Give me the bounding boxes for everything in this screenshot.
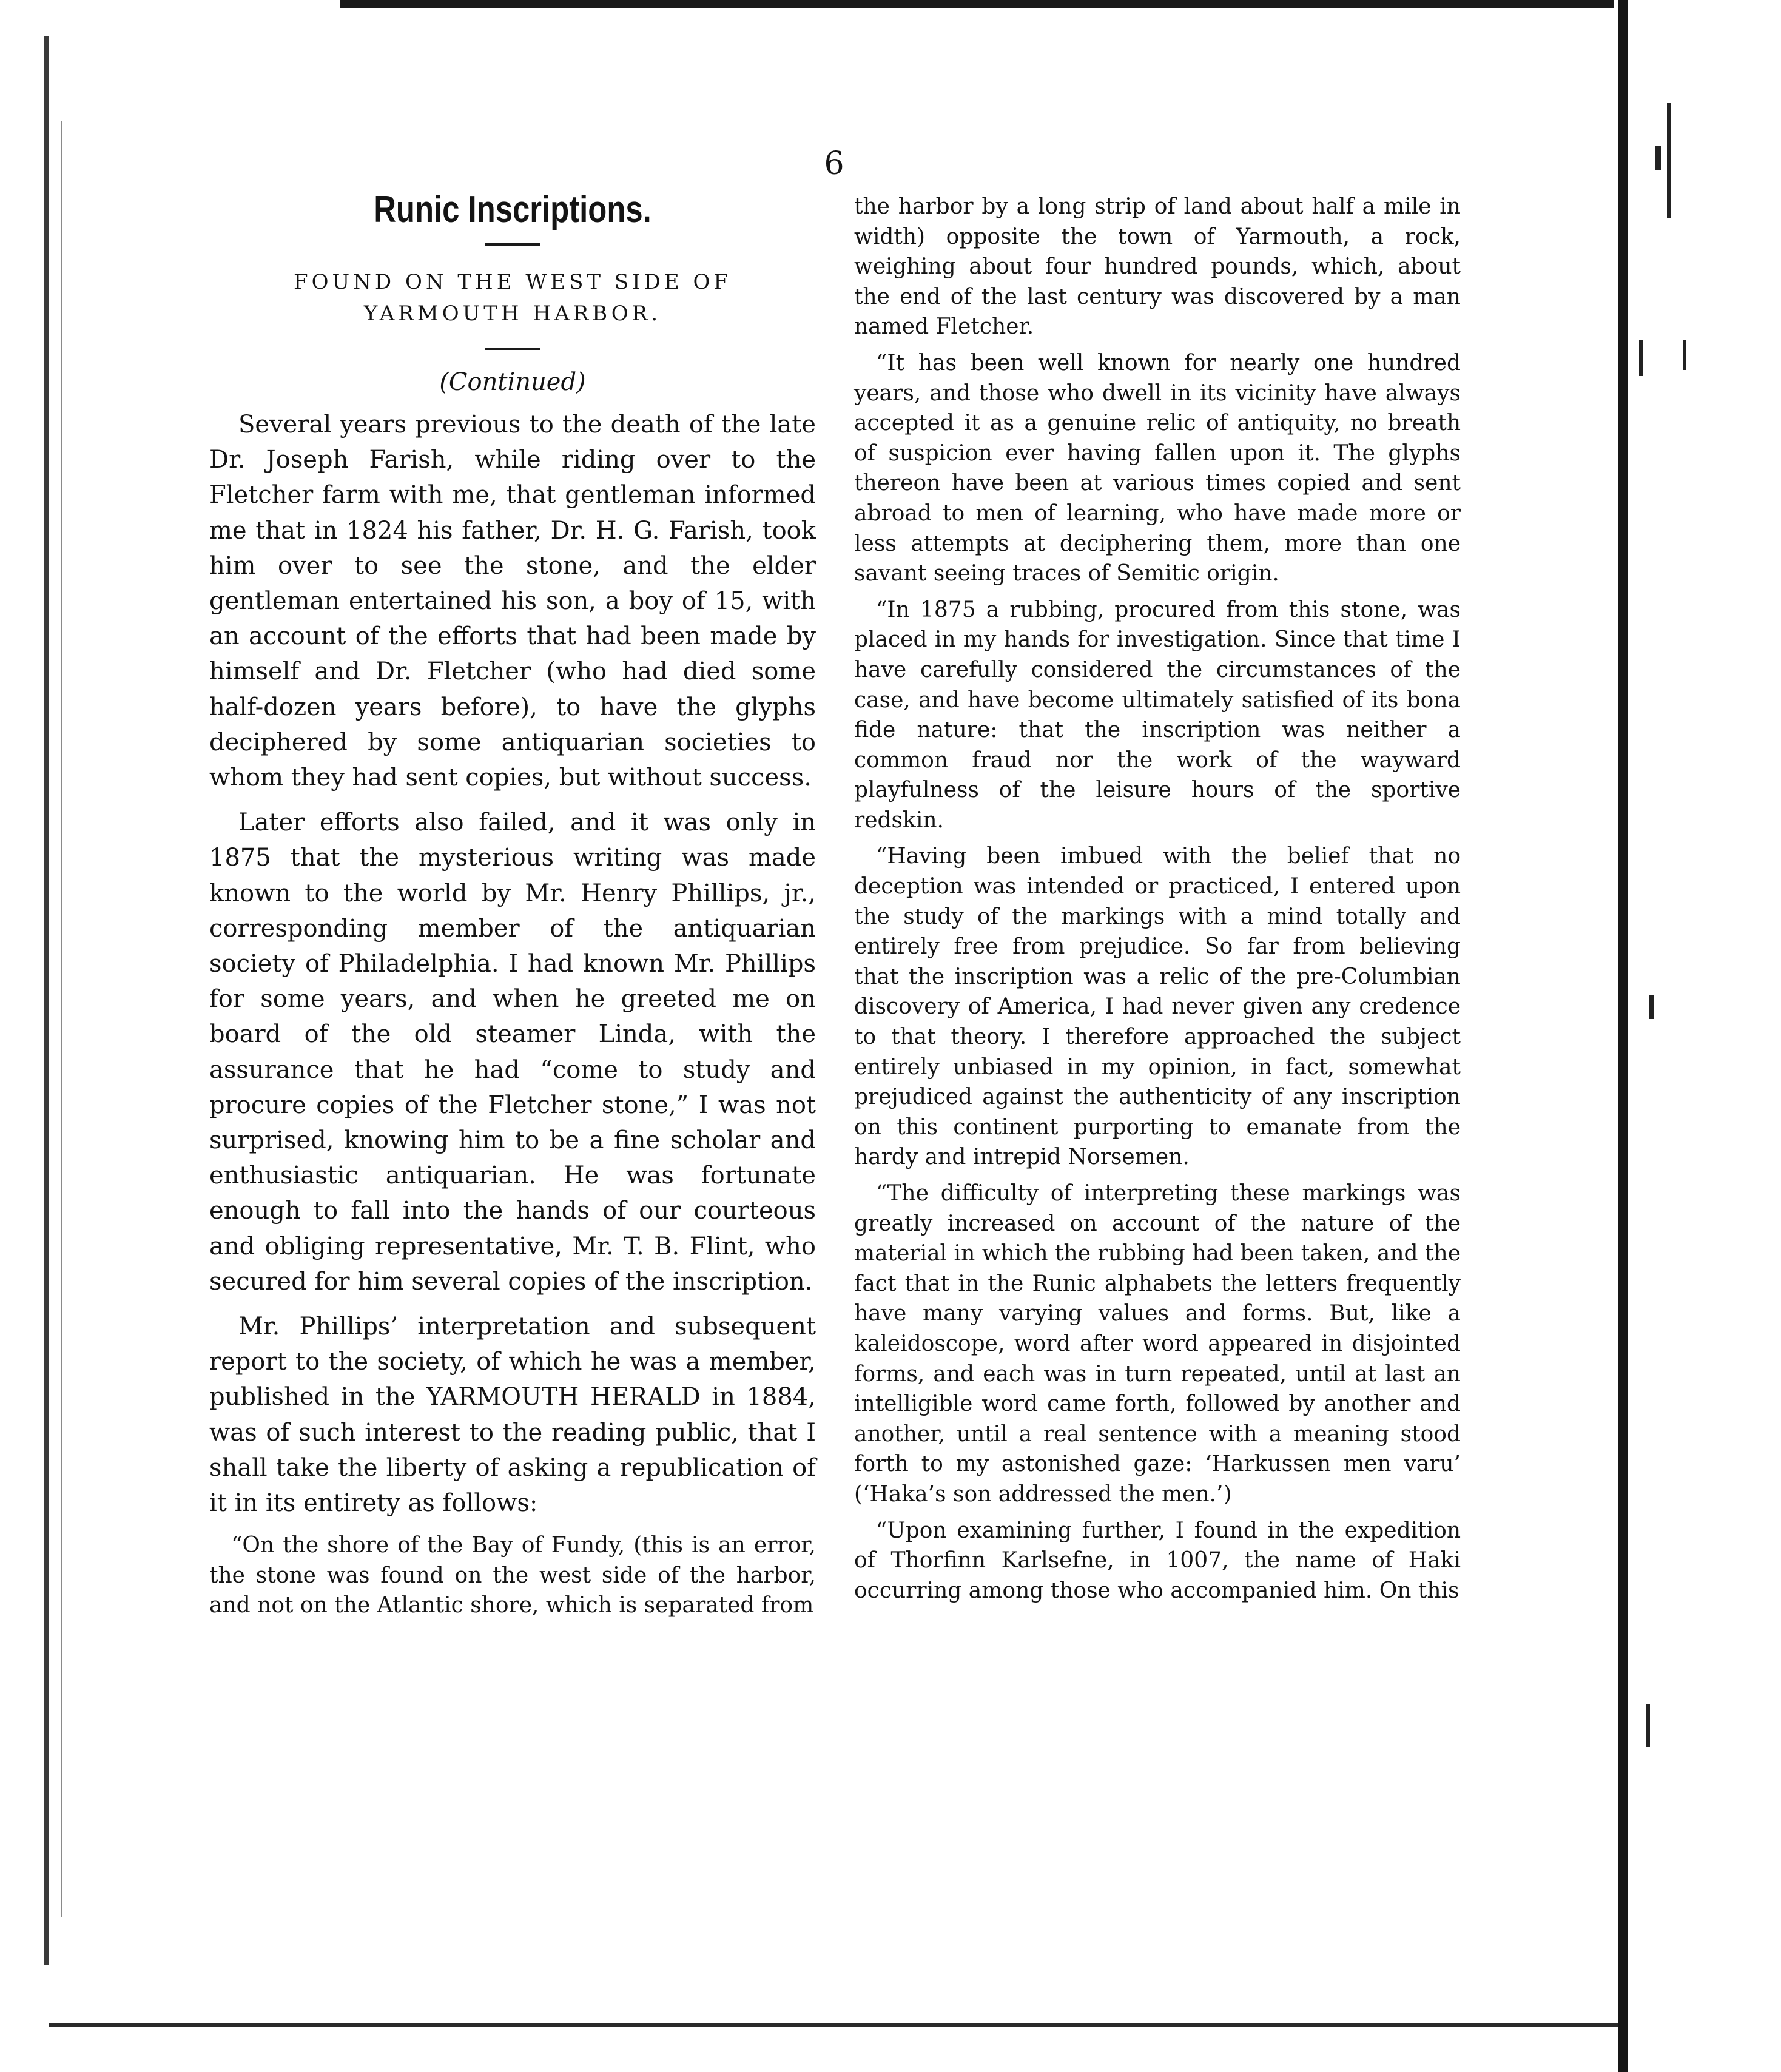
paragraph: the harbor by a long strip of land about half a mile in width) opposite the town of Yarmouth, a rock, weighing about four hundred pounds, which, about the end of the last century was discovered by a man named Fletcher.	[854, 194, 1461, 340]
left-column	[209, 188, 816, 1627]
subtitle-divider	[485, 348, 540, 350]
scan-left-edge	[44, 36, 49, 1965]
binding-gutter	[1618, 0, 1628, 2072]
title-divider	[485, 243, 540, 246]
paragraph: Several years previous to the death of the late Dr. Joseph Farish, while riding over to the Fletcher farm with me, that gentleman informed me that in 1824 his father, Dr. H. G. Farish, took him over to see the stone, and the elder gentleman entertained his son, a boy of 15, with an account of the efforts that had been made by himself and Dr. Fletcher (who had died some half-dozen years before), to have the glyphs deciphered by some antiquarian societies to whom they had sent copies, but without success.	[209, 411, 816, 792]
paragraph: “It has been well known for nearly one hundred years, and those who dwell in its vicinity have always accepted it as a genuine relic of antiquity, no breath of suspicion ever having fallen upon it. The glyphs thereon have been at various times copied and sent abroad to men of learning, who have made more or less attempts at deciphering them, more than one savant seeing traces of Semitic origin.	[854, 350, 1461, 587]
scan-bottom-edge	[49, 2023, 1626, 2027]
page-number: 6	[824, 146, 844, 182]
paragraph: “Upon examining further, I found in the expedition of Thorfinn Karlsefne, in 1007, the name of Haki occurring among those who accompanied him. On this	[854, 1518, 1461, 1603]
right-column	[854, 192, 1461, 1612]
continued-note: (Continued)	[439, 368, 586, 396]
paragraph: “The difficulty of interpreting these markings was greatly increased on account of the nature of the material in which the rubbing had been taken, and the fact that in the Runic alphabets the letters frequently have many varying values and forms. But, like a kaleidoscope, word after word appeared in disjointed forms, and each was in turn repeated, until at last an intelligible word came forth, followed by another and another, until a real sentence with a meaning stood forth to my astonished gaze: ‘Harkussen men varu’ (‘Haka’s son addressed the men.’)	[854, 1181, 1461, 1507]
paragraph: Later efforts also failed, and it was only in 1875 that the mysterious writing was made known to the world by Mr. Henry Phillips, jr., corresponding member of the antiquarian society of Philadelphia. I had known Mr. Phillips for some years, and when he greeted me on board of the old steamer Linda, with the assurance that he had “come to study and procure copies of the Fletcher stone,” I was not surprised, knowing him to be a fine scholar and enthusiastic antiquarian. He was fortunate enough to fall into the hands of our courteous and obliging representative, Mr. T. B. Flint, who secured for him several copies of the inscription.	[209, 809, 816, 1296]
paragraph: Mr. Phillips’ interpretation and subsequent report to the society, of which he was a member, published in the YARMOUTH HERALD in 1884, was of such interest to the reading public, that I shall take the liberty of asking a republication of it in its entirety as follows:	[209, 1313, 816, 1518]
paragraph: “Having been imbued with the belief that no deception was intended or practiced, I entered upon the study of the markings with a mind totally and entirely free from prejudice. So far from believing that the inscription was a relic of the pre-Columbian discovery of America, I had never given any credence to that theory. I therefore approached the subject entirely unbiased in my opinion, in fact, somewhat prejudiced against the authenticity of any inscription on this continent purporting to emanate from the hardy and intrepid Norsemen.	[854, 844, 1461, 1170]
next-page-strip	[1628, 0, 1781, 2072]
article-title: Runic Inscriptions.	[374, 189, 651, 230]
scan-left-edge-inner	[61, 121, 62, 1917]
paragraph: “In 1875 a rubbing, procured from this stone, was placed in my hands for investigation. Since that time I have carefully considered the circumstances of the case, and have become ultimately satisfied of its bona fide nature: that the inscription was neither a common fraud nor the work of the wayward playfulness of the leisure hours of the sportive redskin.	[854, 597, 1461, 833]
scan-top-edge	[340, 0, 1614, 8]
article-subtitle: FOUND ON THE WEST SIDE OF YARMOUTH HARBOR.	[294, 270, 732, 326]
paragraph: “On the shore of the Bay of Fundy, (this is an error, the stone was found on the west side of the harbor, and not on the Atlantic shore, which is separated from	[209, 1533, 816, 1618]
